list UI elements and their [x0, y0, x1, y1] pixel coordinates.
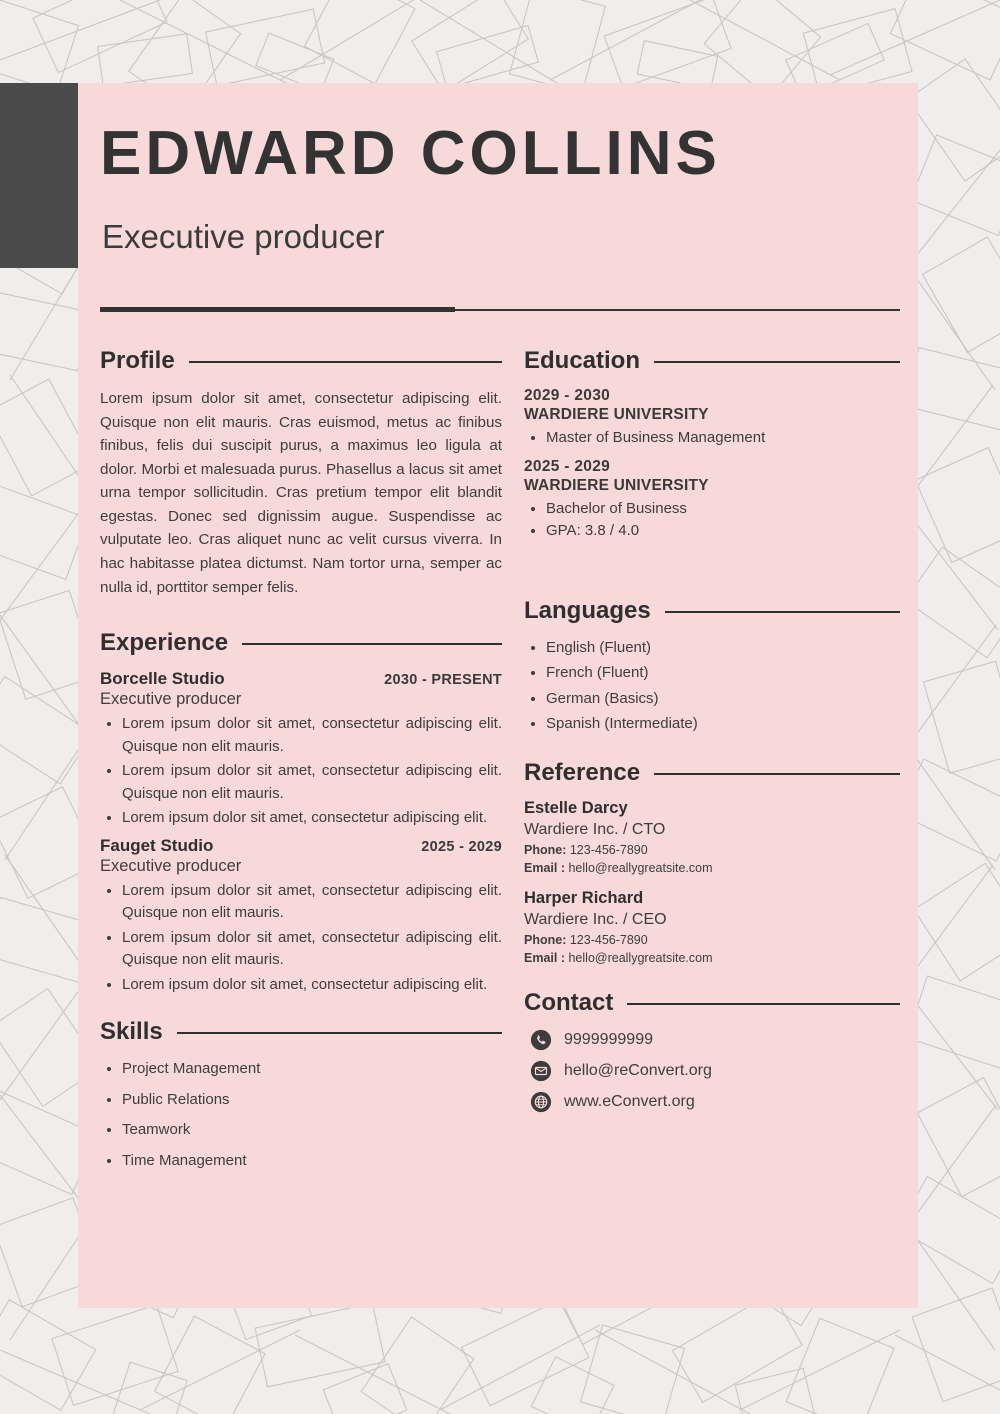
reference-phone-value: 123-456-7890 — [569, 932, 648, 947]
reference-phone-line — [524, 933, 900, 947]
reference-heading: Reference — [524, 758, 641, 786]
education-years: 2025 - 2029 — [524, 457, 611, 475]
skills-list — [100, 1058, 502, 1172]
contact-website-text: www.eConvert.org — [564, 1092, 695, 1110]
list-item: • French (Fluent) — [546, 662, 900, 685]
heading-rule — [177, 1032, 502, 1034]
reference-email-line — [524, 951, 900, 965]
heading-rule — [654, 361, 900, 363]
contact-row-phone — [530, 1029, 900, 1051]
page-title: EDWARD COLLINS — [100, 119, 721, 188]
experience-entry — [100, 836, 502, 997]
list-item: • Lorem ipsum dolor sit amet, consectetur adipiscing elit. — [122, 974, 502, 997]
section-header-experience — [100, 629, 502, 657]
list-item: • GPA: 3.8 / 4.0 — [546, 520, 900, 543]
list-item: • English (Fluent) — [546, 637, 900, 660]
education-entry — [524, 387, 900, 450]
reference-entry — [524, 889, 900, 965]
header-divider-thin — [455, 309, 900, 311]
section-header-languages — [524, 597, 900, 625]
reference-role: Wardiere Inc. / CEO — [524, 910, 667, 928]
heading-rule — [189, 361, 502, 363]
job-bullets — [100, 880, 502, 997]
right-column — [524, 347, 900, 1122]
list-item: • Bachelor of Business — [546, 498, 900, 521]
list-item: • Lorem ipsum dolor sit amet, consectetur adipiscing elit. Quisque non elit mauris. — [122, 927, 502, 972]
experience-heading: Experience — [100, 629, 229, 657]
reference-email-line — [524, 861, 900, 875]
job-role-subtitle: Executive producer — [102, 218, 385, 255]
heading-rule — [665, 611, 900, 613]
list-item: • Teamwork — [122, 1119, 502, 1142]
contact-row-email — [530, 1060, 900, 1082]
reference-email-value: hello@reallygreatsite.com — [568, 860, 713, 875]
contact-email-text: hello@reConvert.org — [564, 1061, 712, 1079]
experience-entry — [100, 669, 502, 830]
header-divider-thick — [100, 307, 455, 312]
list-item: • Lorem ipsum dolor sit amet, consectetur adipiscing elit. Quisque non elit mauris. — [122, 760, 502, 805]
reference-phone-label: Phone: — [524, 932, 567, 947]
reference-phone-line — [524, 843, 900, 857]
reference-phone-value: 123-456-7890 — [569, 842, 648, 857]
reference-name: Harper Richard — [524, 888, 644, 907]
left-column — [100, 347, 502, 1180]
job-title: Executive producer — [100, 856, 242, 875]
contact-row-website — [530, 1091, 900, 1113]
job-dates: 2030 - PRESENT — [384, 672, 502, 689]
education-items — [524, 427, 900, 450]
education-entry — [524, 458, 900, 543]
education-school: WARDIERE UNIVERSITY — [524, 406, 709, 423]
profile-text: Lorem ipsum dolor sit amet, consectetur adipiscing elit. Quisque non elit mauris. Cras euismod, metus ac finibus finibus, felis dui suscipit purus, a maximus leo ligula at dolor. Morbi et malesuada purus. Phasellus a lacus sit amet urna tempor sollicitudin. Cras pretium tempor elit blandit egestas. Donec sed dignissim augue. Suspendisse ac vulputate leo. Cras aliquet nunc ac velit cursus viverra. In hac habitasse platea dictumst. Nam tortor urna, semper ac nulla id, porttitor semper felis. — [100, 390, 502, 596]
list-item: • Master of Business Management — [546, 427, 900, 450]
globe-icon — [530, 1091, 552, 1113]
section-header-skills — [100, 1018, 502, 1046]
contact-phone-text: 9999999999 — [564, 1030, 653, 1048]
education-items — [524, 498, 900, 543]
profile-heading: Profile — [100, 347, 175, 374]
list-item: • Lorem ipsum dolor sit amet, consectetur adipiscing elit. Quisque non elit mauris. — [122, 880, 502, 925]
section-header-profile — [100, 347, 502, 375]
languages-heading: Languages — [524, 596, 651, 624]
list-item: • Spanish (Intermediate) — [546, 713, 900, 736]
section-header-education — [524, 347, 900, 375]
heading-rule — [654, 773, 900, 775]
list-item: • Public Relations — [122, 1089, 502, 1112]
accent-tab — [0, 83, 78, 268]
education-school: WARDIERE UNIVERSITY — [524, 476, 709, 494]
heading-rule — [242, 643, 502, 645]
contact-heading: Contact — [524, 988, 614, 1016]
languages-list — [524, 637, 900, 736]
job-dates: 2025 - 2029 — [421, 838, 502, 855]
reference-email-value: hello@reallygreatsite.com — [568, 950, 713, 965]
reference-role: Wardiere Inc. / CTO — [524, 820, 666, 838]
heading-rule — [627, 1003, 900, 1005]
reference-email-label: Email : — [524, 860, 565, 875]
reference-name: Estelle Darcy — [524, 798, 628, 817]
job-bullets — [100, 713, 502, 830]
list-item: • Lorem ipsum dolor sit amet, consectetur adipiscing elit. — [122, 807, 502, 830]
reference-entry — [524, 799, 900, 875]
job-title: Executive producer — [100, 690, 242, 709]
reference-email-label: Email : — [524, 950, 565, 965]
reference-phone-label: Phone: — [524, 842, 567, 857]
job-company: Borcelle Studio — [100, 669, 225, 689]
education-heading: Education — [524, 347, 641, 374]
skills-heading: Skills — [100, 1018, 163, 1046]
list-item: • Time Management — [122, 1150, 502, 1173]
list-item: • Project Management — [122, 1058, 502, 1081]
phone-icon — [530, 1029, 552, 1051]
list-item: • Lorem ipsum dolor sit amet, consectetur adipiscing elit. Quisque non elit mauris. — [122, 713, 502, 758]
section-header-contact — [524, 989, 900, 1017]
job-company: Fauget Studio — [100, 835, 214, 855]
email-icon — [530, 1060, 552, 1082]
list-item: • German (Basics) — [546, 688, 900, 711]
section-header-reference — [524, 759, 900, 787]
education-years: 2029 - 2030 — [524, 387, 611, 404]
resume-sheet — [78, 83, 918, 1308]
